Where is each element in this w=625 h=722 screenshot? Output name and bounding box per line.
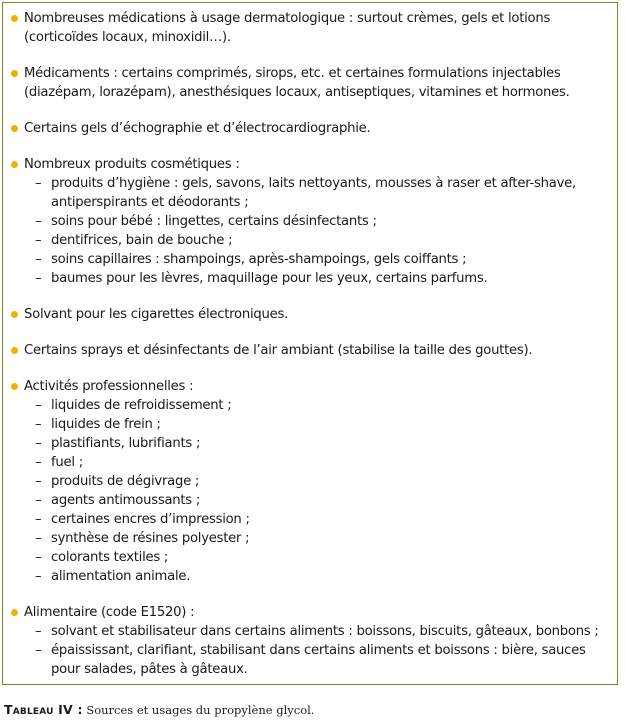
- dash-marker: –: [35, 417, 42, 432]
- item-text-line: Solvant pour les cigarettes électroniques.: [24, 307, 289, 322]
- sub-item-text-line: baumes pour les lèvres, maquillage pour les yeux, certains parfums.: [51, 271, 488, 286]
- bullet-dot-icon: [11, 161, 18, 168]
- item-text-line: Activités professionnelles :: [24, 379, 194, 394]
- dash-marker: –: [35, 436, 42, 451]
- sub-list-item: [24, 269, 607, 288]
- bullet-dot-icon: [11, 347, 18, 354]
- list-item: [11, 155, 607, 288]
- item-text-line: (corticoïdes locaux, minoxidil…).: [24, 30, 231, 45]
- table-caption: [4, 703, 314, 717]
- sub-item-text-line: soins capillaires : shampoings, après-shampoings, gels coiffants ;: [51, 252, 467, 267]
- list-item: [11, 341, 607, 360]
- sub-list-item: [24, 472, 607, 491]
- list-item: [11, 377, 607, 586]
- caption-label: Tableau IV :: [4, 702, 83, 717]
- item-text-line: Nombreux produits cosmétiques :: [24, 157, 240, 172]
- dash-marker: –: [35, 214, 42, 229]
- sub-list-item: [24, 434, 607, 453]
- dash-marker: –: [35, 271, 42, 286]
- list-item: [11, 603, 607, 679]
- sub-item-text-line: colorants textiles ;: [51, 550, 169, 565]
- sub-list-item: [24, 567, 607, 586]
- sub-item-text-line: fuel ;: [51, 455, 83, 470]
- sub-item-text-line: solvant et stabilisateur dans certains aliments : boissons, biscuits, gâteaux, bonbons ;: [51, 624, 599, 639]
- sub-item-text-line: dentifrices, bain de bouche ;: [51, 233, 233, 248]
- sub-list-item: [24, 622, 607, 641]
- bullet-dot-icon: [11, 15, 18, 22]
- item-text-line: Certains gels d’échographie et d’électrocardiographie.: [24, 121, 371, 136]
- list-item: [11, 9, 607, 47]
- item-text-line: Médicaments : certains comprimés, sirops, etc. et certaines formulations injectables: [24, 66, 561, 81]
- sub-item-text-line: soins pour bébé : lingettes, certains désinfectants ;: [51, 214, 377, 229]
- dash-marker: –: [35, 455, 42, 470]
- dash-marker: –: [35, 569, 42, 584]
- sub-list-item: [24, 510, 607, 529]
- item-text-line: (diazépam, lorazépam), anesthésiques locaux, antiseptiques, vitamines et hormones.: [24, 85, 570, 100]
- sub-item-text-line: certaines encres d’impression ;: [51, 512, 250, 527]
- caption-text: Sources et usages du propylène glycol.: [82, 703, 315, 717]
- dash-marker: –: [35, 531, 42, 546]
- list-item: [11, 64, 607, 102]
- sub-list-item: [24, 641, 607, 679]
- sub-item-text-line: produits de dégivrage ;: [51, 474, 200, 489]
- list-item: [11, 119, 607, 138]
- sub-list-item: [24, 396, 607, 415]
- sub-item-text-line: plastifiants, lubrifiants ;: [51, 436, 201, 451]
- sub-item-text-line: produits d’hygiène : gels, savons, laits nettoyants, mousses à raser et after-shave,: [51, 176, 576, 191]
- dash-marker: –: [35, 252, 42, 267]
- item-text-line: Alimentaire (code E1520) :: [24, 605, 195, 620]
- dash-marker: –: [35, 398, 42, 413]
- dash-marker: –: [35, 176, 42, 191]
- sub-item-text-line: alimentation animale.: [51, 569, 191, 584]
- sources-table: [2, 2, 618, 685]
- sub-list-item: [24, 231, 607, 250]
- bullet-dot-icon: [11, 125, 18, 132]
- sub-list-item: [24, 250, 607, 269]
- dash-marker: –: [35, 624, 42, 639]
- sub-list-item: [24, 529, 607, 548]
- sub-list-item: [24, 453, 607, 472]
- dash-marker: –: [35, 643, 42, 658]
- sub-list-item: [24, 491, 607, 510]
- item-text-line: Nombreuses médications à usage dermatologique : surtout crèmes, gels et lotions: [24, 11, 551, 26]
- sub-list-item: [24, 548, 607, 567]
- dash-marker: –: [35, 233, 42, 248]
- sub-item-text-line: liquides de frein ;: [51, 417, 161, 432]
- sub-item-text-line: liquides de refroidissement ;: [51, 398, 232, 413]
- dash-marker: –: [35, 550, 42, 565]
- dash-marker: –: [35, 512, 42, 527]
- item-text-line: Certains sprays et désinfectants de l’air ambiant (stabilise la taille des gouttes).: [24, 343, 533, 358]
- dash-marker: –: [35, 493, 42, 508]
- bullet-dot-icon: [11, 609, 18, 616]
- sub-item-text-line: synthèse de résines polyester ;: [51, 531, 250, 546]
- sub-list-item: [24, 212, 607, 231]
- sub-item-text-line: agents antimoussants ;: [51, 493, 201, 508]
- bullet-dot-icon: [11, 311, 18, 318]
- sub-item-text-line: épaississant, clarifiant, stabilisant dans certains aliments et boissons : bière, sauces: [51, 643, 586, 658]
- sub-list-item: [24, 415, 607, 434]
- sub-item-text-line: pour salades, pâtes à gâteaux.: [51, 662, 248, 677]
- sub-list-item: [24, 174, 607, 212]
- sub-item-text-line: antiperspirants et déodorants ;: [51, 195, 249, 210]
- bullet-dot-icon: [11, 70, 18, 77]
- list-item: [11, 305, 607, 324]
- bullet-dot-icon: [11, 383, 18, 390]
- dash-marker: –: [35, 474, 42, 489]
